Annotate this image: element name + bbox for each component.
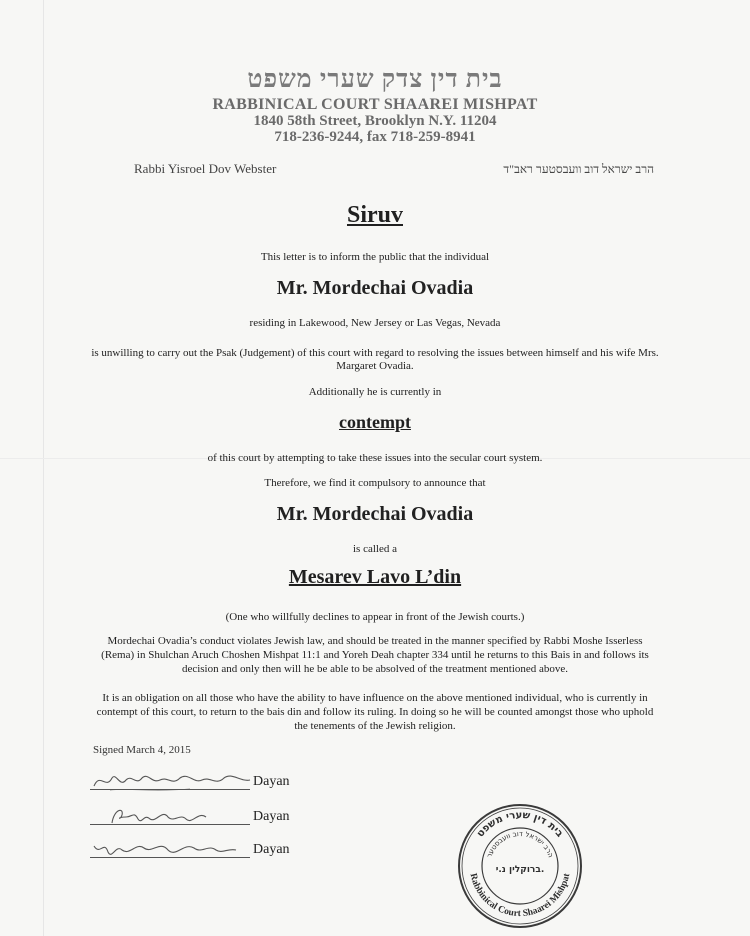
residence-text: residing in Lakewood, New Jersey or Las Vegas, Nevada [249, 317, 501, 329]
letterhead-phone-fax: 718-236-9244, fax 718-259-8941 [274, 129, 476, 145]
obligation-text-line1: It is an obligation on all those who have the ability to have influence on the above mentioned individual, who is currently in [102, 692, 648, 704]
conduct-text-line2: (Rema) in Shulchan Aruch Choshen Mishpat 11:1 and Yoreh Deah chapter 334 until he returns to this Bais in and follows its [101, 649, 649, 661]
letterhead-address: 1840 58th Street, Brooklyn N.Y. 11204 [253, 113, 497, 129]
designation-heading: Mesarev Lavo L’din [288, 566, 462, 588]
svg-text:Rabbinical Court Shaarei Mishp [468, 872, 573, 919]
handwritten-signature-1 [90, 768, 260, 794]
signed-date: Signed March 4, 2015 [93, 744, 191, 756]
seal-outer-english: Rabbinical Court Shaarei Mishpat [467, 872, 573, 920]
rabbi-name-english: Rabbi Yisroel Dov Webster [134, 161, 277, 176]
obligation-text-line3: the tenements of the Jewish religion. [294, 720, 456, 732]
court-seal-stamp [456, 802, 584, 930]
contempt-heading: contempt [339, 412, 411, 432]
called-text: is called a [353, 543, 397, 555]
handwritten-signature-3 [90, 836, 260, 862]
dayan-label: Dayan [253, 774, 290, 789]
therefore-text: Therefore, we find it compulsory to announce that [264, 477, 486, 489]
rabbi-name-hebrew: הרב ישראל דוב וועבסטער ראב"ד [503, 162, 654, 176]
signature-row-1 [90, 768, 310, 796]
unwilling-text-line1: is unwilling to carry out the Psak (Judgement) of this court with regard to resolving the issues between himself and his wife Mrs. [91, 347, 659, 359]
individual-name-repeat: Mr. Mordechai Ovadia [276, 503, 474, 525]
svg-text:הרב ישראל דוב וועבסטער [485, 830, 554, 859]
signature-line [90, 857, 250, 858]
contempt-text: of this court by attempting to take these issues into the secular court system. [207, 452, 543, 464]
signature-row-2 [90, 803, 310, 831]
seal-outer-hebrew: בית דין שערי משפט [475, 809, 565, 840]
unwilling-text-line2: Margaret Ovadia. [336, 360, 414, 372]
letterhead-english-name: RABBINICAL COURT SHAAREI MISHPAT [212, 96, 538, 113]
document-title: Siruv [346, 202, 403, 228]
seal-inner-hebrew: הרב ישראל דוב וועבסטער [485, 829, 555, 859]
additionally-text: Additionally he is currently in [308, 386, 442, 398]
signature-line [90, 824, 250, 825]
obligation-text-line2: contempt of this court, to return to the bais din and follow its ruling. In doing so he will be counted amongst those who uphold [96, 706, 654, 718]
seal-center-text: ברוקלין נ.י. [495, 865, 545, 875]
signature-row-3 [90, 836, 310, 864]
conduct-text-line1: Mordechai Ovadia’s conduct violates Jewish law, and should be treated in the manner specified by Rabbi Moshe Isserless [107, 635, 643, 647]
designation-explanation: (One who willfully declines to appear in front of the Jewish courts.) [225, 611, 525, 623]
letterhead-hebrew-name: בית דין צדק שערי משפט [247, 66, 503, 93]
dayan-label: Dayan [253, 809, 290, 824]
individual-name: Mr. Mordechai Ovadia [276, 277, 474, 299]
conduct-text-line3: decision and only then will he be able to be absolved of the treatment mentioned above. [181, 663, 569, 675]
intro-text: This letter is to inform the public that the individual [260, 251, 490, 263]
dayan-label: Dayan [253, 842, 290, 857]
signature-line [90, 789, 250, 790]
handwritten-signature-2 [90, 803, 260, 829]
